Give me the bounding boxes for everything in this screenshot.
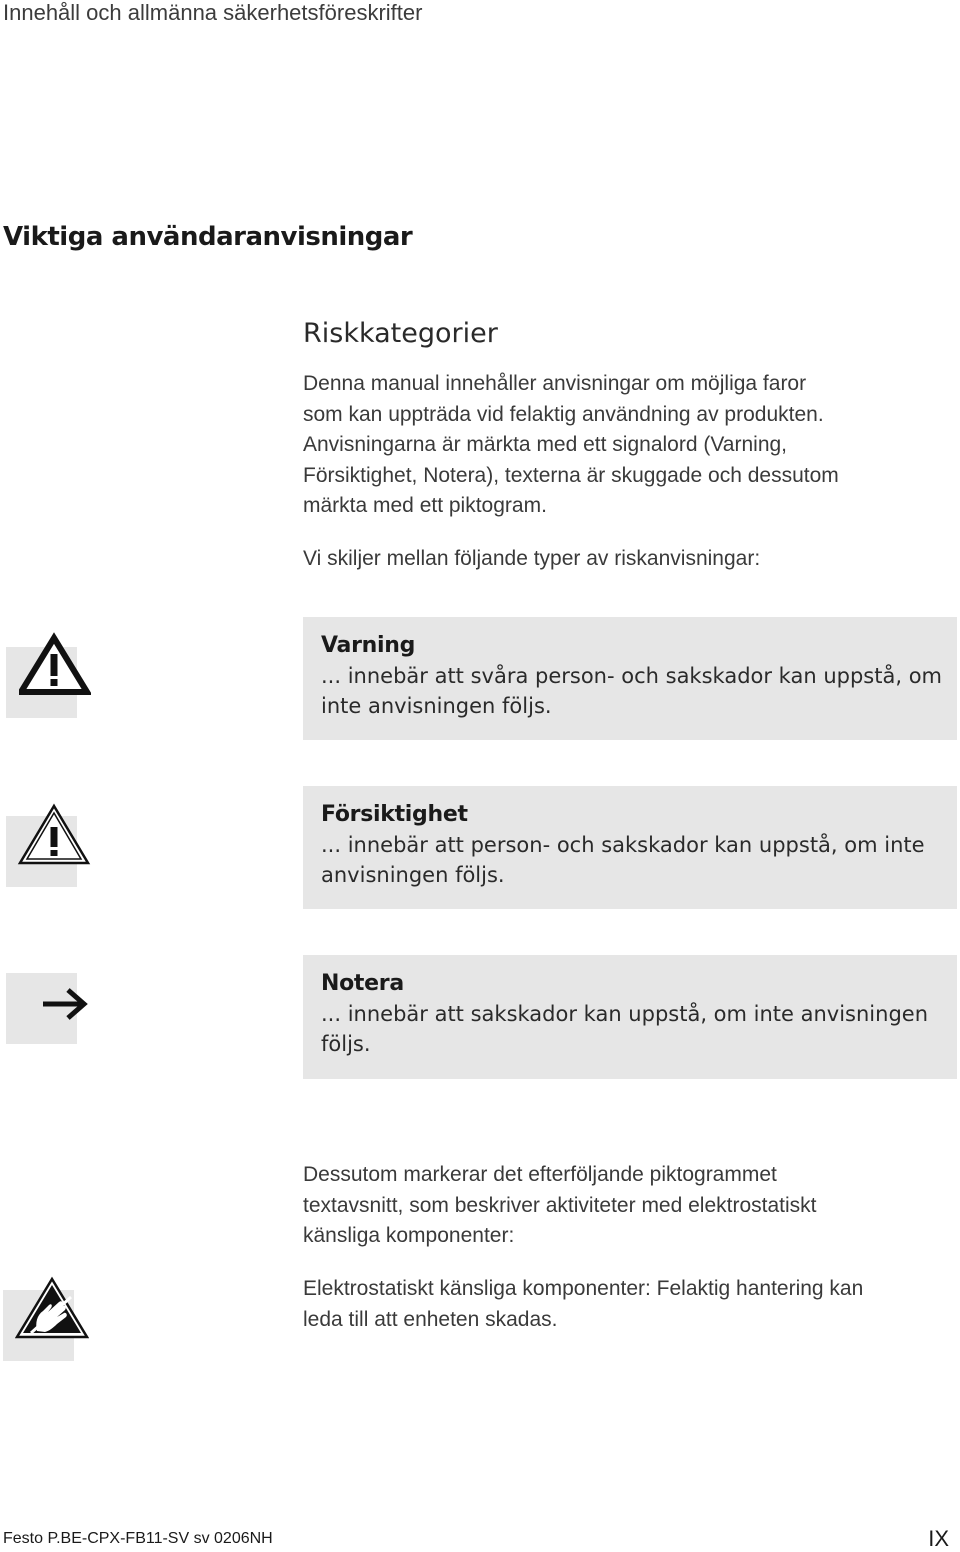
notice-box-warning <box>303 617 957 740</box>
notice-title-warning: Varning <box>321 633 416 658</box>
esd-warning-paragraph: Elektrostatiskt känsliga komponenter: Felaktig hantering kan leda till att enheten skadas. <box>303 1277 864 1331</box>
section-title: Viktiga användaranvisningar <box>3 222 413 252</box>
intro-paragraph-types: Vi skiljer mellan följande typer av riskanvisningar: <box>303 547 761 570</box>
notice-box-caution <box>303 786 957 909</box>
footer-document-id: Festo P.BE-CPX-FB11-SV sv 0206NH <box>3 1530 273 1547</box>
caution-triangle-icon <box>17 801 91 867</box>
notice-text-warning: ... innebär att svåra person- och sakskador kan uppstå, om inte anvisningen följs. <box>321 664 942 718</box>
warning-triangle-icon <box>19 632 91 698</box>
notice-title-note: Notera <box>321 971 404 996</box>
page-header: Innehåll och allmänna säkerhetsföreskrifter <box>3 0 423 25</box>
footer-page-number: IX <box>928 1526 949 1551</box>
esd-hand-icon <box>15 1275 89 1341</box>
notice-text-caution: ... innebär att person- och sakskador kan uppstå, om inte anvisningen följs. <box>321 833 925 887</box>
esd-intro-paragraph: Dessutom markerar det efterföljande piktogrammet textavsnitt, som beskriver aktiviteter med elektrostatiskt känsliga komponenter: <box>303 1163 817 1247</box>
arrow-right-icon <box>40 986 90 1022</box>
notice-title-caution: Försiktighet <box>321 802 468 827</box>
subsection-title: Riskkategorier <box>303 318 498 349</box>
intro-paragraph: Denna manual innehåller anvisningar om möjliga faror som kan uppträda vid felaktig användning av produkten. Anvisningarna är märkta med ett signalord (Varning, Försiktighet, Notera), texterna är skuggade och dessutom märkta med ett piktogram. <box>303 372 839 517</box>
notice-text-note: ... innebär att sakskador kan uppstå, om inte anvisningen följs. <box>321 1002 929 1056</box>
notice-box-note <box>303 955 957 1079</box>
